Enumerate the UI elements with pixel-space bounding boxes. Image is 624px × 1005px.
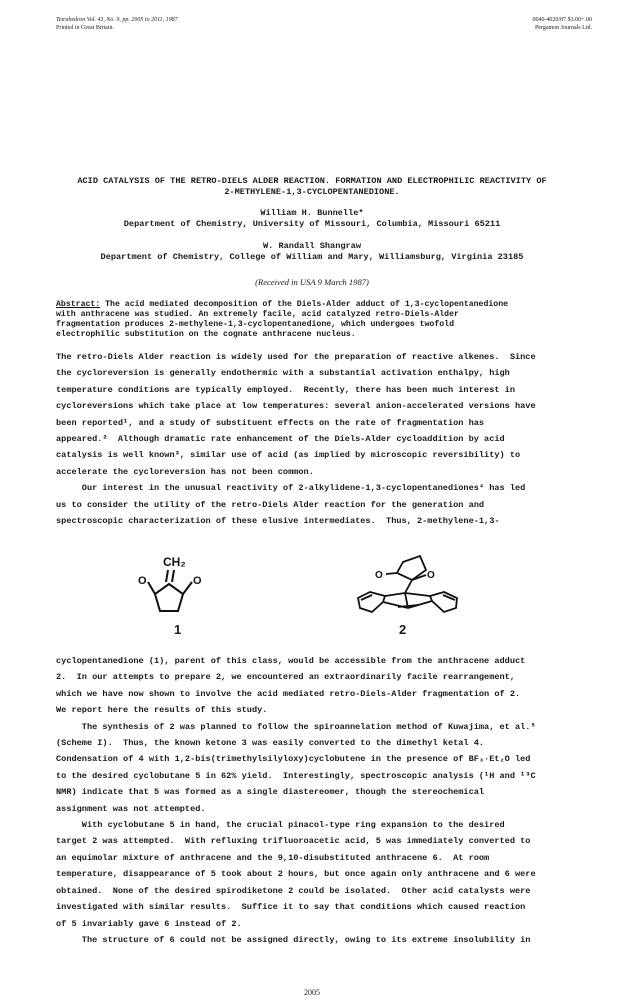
compound-2-label: 2 xyxy=(399,622,407,637)
body-paragraphs xyxy=(56,653,586,948)
abstract-label: Abstract: xyxy=(56,300,101,309)
text-line: We report here the results of this study. xyxy=(56,705,268,716)
author-name: W. Randall Shangraw xyxy=(263,241,361,251)
oxygen-label: O xyxy=(427,570,435,581)
abstract-text: The acid mediated decomposition of the Diels-Alder adduct of 1,3-cyclopentanedione with anthracene was studied. An extremely facile, acid catalyzed retro-Diels-Alder fragmentation produces 2-methylene-1,3-cyclopentanedione, which undergoes twofold electrophilic substitution on the cognate anthracene nucleus. xyxy=(56,300,509,339)
text-line: the cycloreversion is generally endothermic with a substantial activation enthalpy, high xyxy=(56,368,510,379)
author-affiliation: Department of Chemistry, University of Missouri, Columbia, Missouri 65211 xyxy=(123,219,501,229)
text-line: temperature, disappearance of 5 took about 2 hours, but once again only anthracene and 6 were xyxy=(56,869,536,880)
text-line: cycloreversions which take place at low temperatures: several anion-accelerated versions have xyxy=(56,401,536,412)
text-line: spectroscopic characterization of these elusive intermediates. Thus, 2-methylene-1,3- xyxy=(56,516,500,527)
text-line: The synthesis of 2 was planned to follow the spiroannelation method of Kuwajima, et al.⁵ xyxy=(56,721,536,732)
text-line: The structure of 6 could not be assigned directly, owing to its extreme insolubility in xyxy=(56,934,531,945)
oxygen-label: O xyxy=(193,575,202,587)
text-line: to the desired cyclobutane 5 in 62% yield. Interestingly, spectroscopic analysis (¹H and ¹³C xyxy=(56,770,536,781)
text-line: an equimolar mixture of anthracene and the 9,10-disubstituted anthracene 6. At room xyxy=(56,852,490,863)
author-affiliation: Department of Chemistry, College of William and Mary, Williamsburg, Virginia 23185 xyxy=(100,252,524,262)
text-line: Our interest in the unusual reactivity of 2-alkylidene-1,3-cyclopentanediones⁴ has led xyxy=(56,483,526,494)
text-line: us to consider the utility of the retro-Diels Alder reaction for the generation and xyxy=(56,499,485,510)
price-code: 0040-4020/87 $3.00+.00 xyxy=(532,17,592,23)
title-line-1: ACID CATALYSIS OF THE RETRO-DIELS ALDER REACTION. FORMATION AND ELECTROPHILIC REACTIVITY OF xyxy=(77,176,547,186)
printed-in: Printed in Great Britain. xyxy=(56,25,114,31)
text-line: The retro-Diels Alder reaction is widely used for the preparation of reactive alkenes. Since xyxy=(56,352,536,362)
text-line: appeared.² Although dramatic rate enhancement of the Diels-Alder cycloaddition by acid xyxy=(56,434,505,445)
publisher-name: Pergamon Journals Ltd. xyxy=(534,25,592,31)
author-name: William H. Bunnelle* xyxy=(260,208,364,218)
text-line: investigated with similar results. Suffice it to say that conditions which caused reaction xyxy=(56,902,526,913)
journal-citation: Tetrahedron Vol. 43, No. 9, pp. 2005 to 2011, 1987 xyxy=(56,17,178,23)
text-line: catalysis is well known³, similar use of acid (as implied by microscopic reversibility) to xyxy=(56,450,521,461)
oxygen-label: O xyxy=(375,570,383,581)
text-line: been reported¹, and a study of substituent effects on the rate of fragmentation has xyxy=(56,417,485,428)
text-line: 2. In our attempts to prepare 2, we encountered an extraordinarily facile rearrangement, xyxy=(56,672,515,683)
text-line: (Scheme I). Thus, the known ketone 3 was easily converted to the dimethyl ketal 4. xyxy=(56,738,485,749)
oxygen-label: O xyxy=(138,575,147,587)
text-line: of 5 invariably gave 6 instead of 2. xyxy=(56,918,242,929)
page-number: 2005 xyxy=(304,988,320,997)
received-date: (Received in USA 9 March 1987) xyxy=(255,277,369,287)
text-line: Condensation of 4 with 1,2-bis(trimethylsilyloxy)cyclobutene in the presence of BF₃·Et₂O led xyxy=(56,754,531,765)
text-line: With cyclobutane 5 in hand, the crucial pinacol-type ring expansion to the desired xyxy=(56,820,505,831)
text-line: which we have now shown to involve the acid mediated retro-Diels-Alder fragmentation of 2. xyxy=(56,688,521,699)
title-line-2: 2-METHYLENE-1,3-CYCLOPENTANEDIONE. xyxy=(224,187,400,197)
ch2-label: CH₂ xyxy=(163,555,186,569)
text-line: obtained. None of the desired spirodiketone 2 could be isolated. Other acid catalysts were xyxy=(56,885,531,896)
text-line: temperature conditions are typically employed. Recently, there has been much interest in xyxy=(56,384,515,395)
text-line: assignment was not attempted. xyxy=(56,803,206,814)
text-line: NMR) indicate that 5 was formed as a single diastereomer, though the stereochemical xyxy=(56,787,485,798)
compound-1-label: 1 xyxy=(174,622,182,637)
text-line: accelerate the cycloreversion has not been common. xyxy=(56,466,314,477)
text-line: cyclopentanedione (1), parent of this class, would be accessible from the anthracene adduct xyxy=(56,656,526,666)
text-line: target 2 was attempted. With refluxing trifluoroacetic acid, 5 was immediately converted to xyxy=(56,836,531,847)
